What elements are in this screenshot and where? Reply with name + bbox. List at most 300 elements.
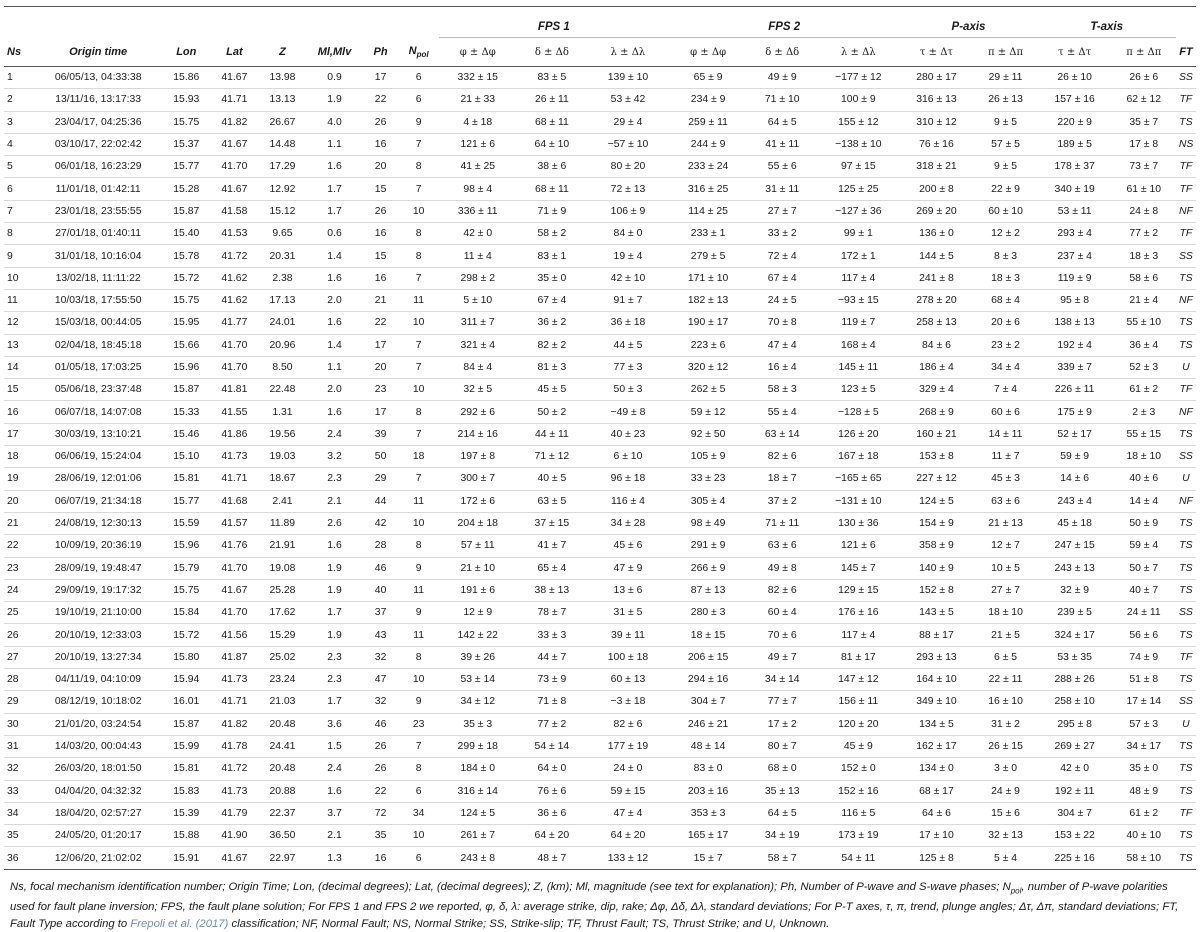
cell-lon: 15.95	[162, 312, 210, 334]
col-magnitude: Ml,Mlv	[306, 38, 362, 67]
cell-fps1-strike: 336 ± 11	[439, 200, 517, 222]
cell-fps1-dip: 64 ± 10	[517, 133, 587, 155]
cell-lat: 41.73	[210, 446, 258, 468]
table-row	[4, 468, 1196, 490]
cell-lon: 15.93	[162, 89, 210, 111]
cell-t-trend: 32 ± 9	[1038, 579, 1112, 601]
cell-fps2-strike: 59 ± 12	[669, 401, 747, 423]
cell-t-trend: 42 ± 0	[1038, 758, 1112, 780]
cell-t-plunge: 62 ± 12	[1112, 89, 1176, 111]
cell-magnitude: 1.6	[306, 535, 362, 557]
cell-lat: 41.77	[210, 312, 258, 334]
cell-origin-time: 03/10/17, 22:02:42	[34, 133, 162, 155]
cell-fps2-rake: 119 ± 7	[817, 312, 899, 334]
cell-z: 15.12	[258, 200, 306, 222]
table-row	[4, 334, 1196, 356]
table-row	[4, 802, 1196, 824]
cell-fps2-strike: 320 ± 12	[669, 356, 747, 378]
cell-fps2-strike: 304 ± 7	[669, 691, 747, 713]
cell-fps2-strike: 92 ± 50	[669, 423, 747, 445]
table-row	[4, 379, 1196, 401]
cell-fps2-dip: 47 ± 4	[747, 334, 817, 356]
cell-lat: 41.82	[210, 111, 258, 133]
cell-lat: 41.70	[210, 557, 258, 579]
cell-npol: 7	[399, 267, 439, 289]
cell-origin-time: 24/08/19, 12:30:13	[34, 512, 162, 534]
cell-z: 8.50	[258, 356, 306, 378]
cell-origin-time: 08/12/19, 10:18:02	[34, 691, 162, 713]
cell-fps2-dip: 70 ± 6	[747, 624, 817, 646]
cell-ph: 20	[363, 356, 399, 378]
footnote-npol-sub: pol	[1010, 885, 1022, 895]
cell-ph: 44	[363, 490, 399, 512]
cell-p-trend: 140 ± 9	[899, 557, 973, 579]
cell-t-trend: 324 ± 17	[1038, 624, 1112, 646]
cell-p-trend: 64 ± 6	[899, 802, 973, 824]
cell-ph: 72	[363, 802, 399, 824]
footnote-reference-link[interactable]: Frepoli et al. (2017)	[130, 917, 229, 930]
cell-npol: 8	[399, 646, 439, 668]
cell-t-plunge: 77 ± 2	[1112, 223, 1176, 245]
cell-lon: 15.37	[162, 133, 210, 155]
cell-lat: 41.72	[210, 758, 258, 780]
cell-lat: 41.53	[210, 223, 258, 245]
cell-t-trend: 237 ± 4	[1038, 245, 1112, 267]
cell-lon: 15.87	[162, 379, 210, 401]
cell-ph: 26	[363, 111, 399, 133]
cell-fps1-rake: 13 ± 6	[587, 579, 669, 601]
cell-p-trend: 68 ± 17	[899, 780, 973, 802]
cell-fps2-dip: 37 ± 2	[747, 490, 817, 512]
table-row	[4, 401, 1196, 423]
cell-fps1-strike: 197 ± 8	[439, 446, 517, 468]
cell-ph: 43	[363, 624, 399, 646]
cell-npol: 9	[399, 691, 439, 713]
table-row	[4, 691, 1196, 713]
cell-ft: TS	[1176, 780, 1196, 802]
cell-fps1-rake: 84 ± 0	[587, 223, 669, 245]
cell-ns: 1	[4, 67, 34, 89]
cell-p-plunge: 24 ± 9	[974, 780, 1038, 802]
col-fps2-rake: λ ± Δλ	[817, 38, 899, 67]
cell-ns: 19	[4, 468, 34, 490]
table-row	[4, 535, 1196, 557]
col-z: Z	[258, 38, 306, 67]
cell-origin-time: 15/03/18, 00:44:05	[34, 312, 162, 334]
cell-fps2-strike: 234 ± 9	[669, 89, 747, 111]
cell-ft: TS	[1176, 512, 1196, 534]
cell-fps1-rake: 64 ± 20	[587, 825, 669, 847]
cell-z: 20.48	[258, 758, 306, 780]
cell-magnitude: 1.1	[306, 356, 362, 378]
cell-fps2-strike: 233 ± 1	[669, 223, 747, 245]
cell-t-plunge: 58 ± 6	[1112, 267, 1176, 289]
cell-t-trend: 95 ± 8	[1038, 289, 1112, 311]
col-npol-main: N	[408, 44, 417, 57]
cell-ft: NF	[1176, 289, 1196, 311]
cell-ph: 23	[363, 379, 399, 401]
cell-t-trend: 288 ± 26	[1038, 669, 1112, 691]
cell-fps1-rake: 31 ± 5	[587, 602, 669, 624]
cell-npol: 7	[399, 735, 439, 757]
cell-magnitude: 2.3	[306, 646, 362, 668]
group-header-p-axis: P-axis	[899, 7, 1037, 38]
table-row	[4, 602, 1196, 624]
cell-p-plunge: 16 ± 10	[974, 691, 1038, 713]
cell-fps2-strike: 316 ± 25	[669, 178, 747, 200]
cell-p-plunge: 45 ± 3	[974, 468, 1038, 490]
cell-fps2-dip: 17 ± 2	[747, 713, 817, 735]
cell-fps1-dip: 26 ± 11	[517, 89, 587, 111]
cell-t-trend: 243 ± 4	[1038, 490, 1112, 512]
cell-magnitude: 2.1	[306, 490, 362, 512]
cell-fps2-rake: 125 ± 25	[817, 178, 899, 200]
cell-origin-time: 21/01/20, 03:24:54	[34, 713, 162, 735]
cell-fps2-strike: 65 ± 9	[669, 67, 747, 89]
table-row	[4, 111, 1196, 133]
cell-fps1-strike: 11 ± 4	[439, 245, 517, 267]
cell-z: 24.01	[258, 312, 306, 334]
cell-p-trend: 258 ± 13	[899, 312, 973, 334]
cell-ft: NS	[1176, 133, 1196, 155]
cell-fps1-dip: 54 ± 14	[517, 735, 587, 757]
cell-t-trend: 192 ± 11	[1038, 780, 1112, 802]
cell-z: 12.92	[258, 178, 306, 200]
cell-ft: TS	[1176, 334, 1196, 356]
cell-lat: 41.87	[210, 646, 258, 668]
table-row	[4, 223, 1196, 245]
cell-ns: 29	[4, 691, 34, 713]
cell-fps1-strike: 298 ± 2	[439, 267, 517, 289]
col-fps2-dip: δ ± Δδ	[747, 38, 817, 67]
cell-fps2-rake: 121 ± 6	[817, 535, 899, 557]
cell-npol: 8	[399, 758, 439, 780]
cell-magnitude: 1.7	[306, 200, 362, 222]
cell-z: 20.31	[258, 245, 306, 267]
cell-p-trend: 241 ± 8	[899, 267, 973, 289]
cell-t-trend: 45 ± 18	[1038, 512, 1112, 534]
cell-fps2-dip: 55 ± 6	[747, 156, 817, 178]
cell-t-trend: 178 ± 37	[1038, 156, 1112, 178]
cell-npol: 10	[399, 512, 439, 534]
cell-t-trend: 239 ± 5	[1038, 602, 1112, 624]
cell-fps1-strike: 124 ± 5	[439, 802, 517, 824]
cell-ns: 24	[4, 579, 34, 601]
cell-origin-time: 02/04/18, 18:45:18	[34, 334, 162, 356]
cell-fps1-dip: 76 ± 6	[517, 780, 587, 802]
cell-fps2-rake: 81 ± 17	[817, 646, 899, 668]
cell-fps1-dip: 38 ± 13	[517, 579, 587, 601]
cell-lon: 15.66	[162, 334, 210, 356]
cell-ft: TS	[1176, 111, 1196, 133]
cell-npol: 9	[399, 602, 439, 624]
cell-z: 2.41	[258, 490, 306, 512]
cell-fps1-rake: 50 ± 3	[587, 379, 669, 401]
cell-origin-time: 19/10/19, 21:10:00	[34, 602, 162, 624]
cell-ns: 28	[4, 669, 34, 691]
col-fps1-rake: λ ± Δλ	[587, 38, 669, 67]
cell-lat: 41.68	[210, 490, 258, 512]
cell-fps2-dip: 58 ± 7	[747, 847, 817, 869]
cell-lat: 41.81	[210, 379, 258, 401]
cell-p-trend: 88 ± 17	[899, 624, 973, 646]
cell-fps2-dip: 80 ± 7	[747, 735, 817, 757]
cell-origin-time: 28/09/19, 19:48:47	[34, 557, 162, 579]
cell-z: 23.24	[258, 669, 306, 691]
cell-p-plunge: 60 ± 6	[974, 401, 1038, 423]
cell-npol: 8	[399, 245, 439, 267]
cell-npol: 7	[399, 468, 439, 490]
cell-ft: SS	[1176, 245, 1196, 267]
cell-fps2-rake: 129 ± 15	[817, 579, 899, 601]
cell-origin-time: 04/11/19, 04:10:09	[34, 669, 162, 691]
cell-ft: TS	[1176, 312, 1196, 334]
cell-ft: TS	[1176, 557, 1196, 579]
cell-lon: 15.79	[162, 557, 210, 579]
cell-p-trend: 134 ± 5	[899, 713, 973, 735]
cell-npol: 9	[399, 111, 439, 133]
cell-magnitude: 1.7	[306, 602, 362, 624]
cell-ph: 26	[363, 735, 399, 757]
cell-lon: 15.40	[162, 223, 210, 245]
cell-ft: TS	[1176, 624, 1196, 646]
cell-origin-time: 11/01/18, 01:42:11	[34, 178, 162, 200]
cell-lon: 15.86	[162, 67, 210, 89]
cell-t-trend: 304 ± 7	[1038, 802, 1112, 824]
cell-t-trend: 59 ± 9	[1038, 446, 1112, 468]
cell-fps1-dip: 44 ± 7	[517, 646, 587, 668]
cell-lon: 15.77	[162, 156, 210, 178]
cell-fps1-strike: 142 ± 22	[439, 624, 517, 646]
cell-fps1-rake: 39 ± 11	[587, 624, 669, 646]
cell-ns: 5	[4, 156, 34, 178]
cell-fps2-rake: 155 ± 12	[817, 111, 899, 133]
cell-p-trend: 329 ± 4	[899, 379, 973, 401]
cell-fps1-dip: 78 ± 7	[517, 602, 587, 624]
cell-t-plunge: 14 ± 4	[1112, 490, 1176, 512]
cell-npol: 7	[399, 133, 439, 155]
cell-fps2-rake: 100 ± 9	[817, 89, 899, 111]
cell-fps2-strike: 48 ± 14	[669, 735, 747, 757]
cell-fps1-dip: 64 ± 0	[517, 758, 587, 780]
cell-npol: 11	[399, 579, 439, 601]
cell-ph: 39	[363, 423, 399, 445]
cell-fps2-rake: −177 ± 12	[817, 67, 899, 89]
cell-fps1-rake: 36 ± 18	[587, 312, 669, 334]
cell-fps2-strike: 15 ± 7	[669, 847, 747, 869]
cell-lat: 41.67	[210, 133, 258, 155]
cell-magnitude: 3.6	[306, 713, 362, 735]
cell-lat: 41.62	[210, 289, 258, 311]
cell-lat: 41.67	[210, 67, 258, 89]
cell-fps1-strike: 300 ± 7	[439, 468, 517, 490]
cell-ns: 25	[4, 602, 34, 624]
cell-p-trend: 310 ± 12	[899, 111, 973, 133]
table-row	[4, 758, 1196, 780]
cell-fps2-dip: 63 ± 6	[747, 535, 817, 557]
cell-p-plunge: 23 ± 2	[974, 334, 1038, 356]
cell-lon: 16.01	[162, 691, 210, 713]
cell-ph: 16	[363, 267, 399, 289]
cell-p-plunge: 60 ± 10	[974, 200, 1038, 222]
cell-magnitude: 0.6	[306, 223, 362, 245]
cell-magnitude: 1.3	[306, 847, 362, 869]
cell-magnitude: 4.0	[306, 111, 362, 133]
cell-fps1-rake: 24 ± 0	[587, 758, 669, 780]
cell-origin-time: 13/02/18, 11:11:22	[34, 267, 162, 289]
cell-p-trend: 293 ± 13	[899, 646, 973, 668]
cell-ft: TS	[1176, 423, 1196, 445]
cell-t-plunge: 17 ± 8	[1112, 133, 1176, 155]
cell-t-plunge: 40 ± 7	[1112, 579, 1176, 601]
cell-t-trend: 295 ± 8	[1038, 713, 1112, 735]
cell-npol: 34	[399, 802, 439, 824]
cell-t-plunge: 35 ± 7	[1112, 111, 1176, 133]
cell-lat: 41.58	[210, 200, 258, 222]
table-row	[4, 356, 1196, 378]
cell-lon: 15.10	[162, 446, 210, 468]
cell-fps2-rake: 152 ± 16	[817, 780, 899, 802]
cell-npol: 10	[399, 312, 439, 334]
cell-p-plunge: 29 ± 11	[974, 67, 1038, 89]
table-row	[4, 200, 1196, 222]
cell-magnitude: 1.9	[306, 624, 362, 646]
cell-fps1-rake: 47 ± 4	[587, 802, 669, 824]
cell-fps1-strike: 21 ± 10	[439, 557, 517, 579]
table-footnote	[10, 879, 1192, 932]
cell-p-plunge: 9 ± 5	[974, 156, 1038, 178]
cell-fps2-dip: 27 ± 7	[747, 200, 817, 222]
cell-fps2-strike: 182 ± 13	[669, 289, 747, 311]
cell-npol: 23	[399, 713, 439, 735]
cell-fps2-dip: 63 ± 14	[747, 423, 817, 445]
cell-fps2-dip: 34 ± 19	[747, 825, 817, 847]
cell-ft: NF	[1176, 401, 1196, 423]
cell-ph: 21	[363, 289, 399, 311]
cell-fps1-dip: 36 ± 6	[517, 802, 587, 824]
cell-p-trend: 160 ± 21	[899, 423, 973, 445]
table-row	[4, 825, 1196, 847]
col-lat: Lat	[210, 38, 258, 67]
cell-fps1-strike: 53 ± 14	[439, 669, 517, 691]
cell-p-plunge: 22 ± 9	[974, 178, 1038, 200]
cell-fps1-dip: 50 ± 2	[517, 401, 587, 423]
cell-fps1-rake: 177 ± 19	[587, 735, 669, 757]
cell-fps2-dip: 70 ± 8	[747, 312, 817, 334]
cell-t-plunge: 17 ± 14	[1112, 691, 1176, 713]
cell-t-plunge: 55 ± 10	[1112, 312, 1176, 334]
cell-t-plunge: 55 ± 15	[1112, 423, 1176, 445]
cell-npol: 11	[399, 490, 439, 512]
cell-p-plunge: 31 ± 2	[974, 713, 1038, 735]
cell-lon: 15.88	[162, 825, 210, 847]
cell-p-plunge: 68 ± 4	[974, 289, 1038, 311]
cell-fps1-rake: 45 ± 6	[587, 535, 669, 557]
cell-origin-time: 27/01/18, 01:40:11	[34, 223, 162, 245]
cell-fps2-dip: 82 ± 6	[747, 579, 817, 601]
col-fps1-dip: δ ± Δδ	[517, 38, 587, 67]
cell-magnitude: 1.9	[306, 557, 362, 579]
cell-fps2-dip: 67 ± 4	[747, 267, 817, 289]
cell-z: 19.08	[258, 557, 306, 579]
cell-lat: 41.82	[210, 713, 258, 735]
cell-ph: 26	[363, 200, 399, 222]
cell-fps2-dip: 41 ± 11	[747, 133, 817, 155]
cell-p-plunge: 21 ± 5	[974, 624, 1038, 646]
cell-npol: 8	[399, 401, 439, 423]
cell-p-trend: 268 ± 9	[899, 401, 973, 423]
cell-p-trend: 134 ± 0	[899, 758, 973, 780]
cell-ft: SS	[1176, 691, 1196, 713]
cell-fps2-strike: 262 ± 5	[669, 379, 747, 401]
cell-npol: 6	[399, 847, 439, 869]
table-row	[4, 156, 1196, 178]
cell-fps2-rake: 97 ± 15	[817, 156, 899, 178]
cell-fps1-rake: 34 ± 28	[587, 512, 669, 534]
cell-lon: 15.99	[162, 735, 210, 757]
table-row	[4, 133, 1196, 155]
cell-fps1-strike: 12 ± 9	[439, 602, 517, 624]
cell-fps1-dip: 45 ± 5	[517, 379, 587, 401]
cell-ft: SS	[1176, 602, 1196, 624]
cell-lon: 15.83	[162, 780, 210, 802]
cell-lat: 41.76	[210, 535, 258, 557]
cell-fps1-rake: 139 ± 10	[587, 67, 669, 89]
cell-ns: 14	[4, 356, 34, 378]
cell-p-trend: 162 ± 17	[899, 735, 973, 757]
cell-lat: 41.67	[210, 847, 258, 869]
cell-lat: 41.70	[210, 334, 258, 356]
footnote-part3: classification; NF, Normal Fault; NS, Normal Strike; SS, Strike-slip; TF, Thrust Fault; TS, Thrust Strike; and U, Unknown.	[228, 917, 830, 930]
cell-fps1-strike: 184 ± 0	[439, 758, 517, 780]
table-row	[4, 847, 1196, 869]
cell-ft: TS	[1176, 535, 1196, 557]
cell-magnitude: 1.5	[306, 735, 362, 757]
cell-ft: TF	[1176, 156, 1196, 178]
cell-ft: TF	[1176, 89, 1196, 111]
cell-t-trend: 258 ± 10	[1038, 691, 1112, 713]
cell-origin-time: 04/04/20, 04:32:32	[34, 780, 162, 802]
cell-fps2-strike: 279 ± 5	[669, 245, 747, 267]
col-t-plunge: π ± Δπ	[1112, 38, 1176, 67]
cell-t-plunge: 61 ± 2	[1112, 379, 1176, 401]
cell-fps2-strike: 259 ± 11	[669, 111, 747, 133]
cell-lat: 41.62	[210, 267, 258, 289]
cell-p-plunge: 12 ± 7	[974, 535, 1038, 557]
cell-t-trend: 340 ± 19	[1038, 178, 1112, 200]
cell-ns: 20	[4, 490, 34, 512]
cell-npol: 6	[399, 67, 439, 89]
cell-fps2-rake: 173 ± 19	[817, 825, 899, 847]
cell-p-plunge: 3 ± 0	[974, 758, 1038, 780]
cell-lat: 41.56	[210, 624, 258, 646]
cell-fps2-strike: 203 ± 16	[669, 780, 747, 802]
cell-p-trend: 84 ± 6	[899, 334, 973, 356]
cell-z: 26.67	[258, 111, 306, 133]
cell-fps2-rake: 117 ± 4	[817, 267, 899, 289]
cell-npol: 10	[399, 669, 439, 691]
cell-fps1-dip: 44 ± 11	[517, 423, 587, 445]
cell-fps2-strike: 280 ± 3	[669, 602, 747, 624]
cell-p-plunge: 63 ± 6	[974, 490, 1038, 512]
cell-magnitude: 3.7	[306, 802, 362, 824]
col-ph: Ph	[363, 38, 399, 67]
table-row	[4, 669, 1196, 691]
cell-z: 17.29	[258, 156, 306, 178]
cell-z: 14.48	[258, 133, 306, 155]
cell-origin-time: 23/04/17, 04:25:36	[34, 111, 162, 133]
cell-magnitude: 1.6	[306, 267, 362, 289]
